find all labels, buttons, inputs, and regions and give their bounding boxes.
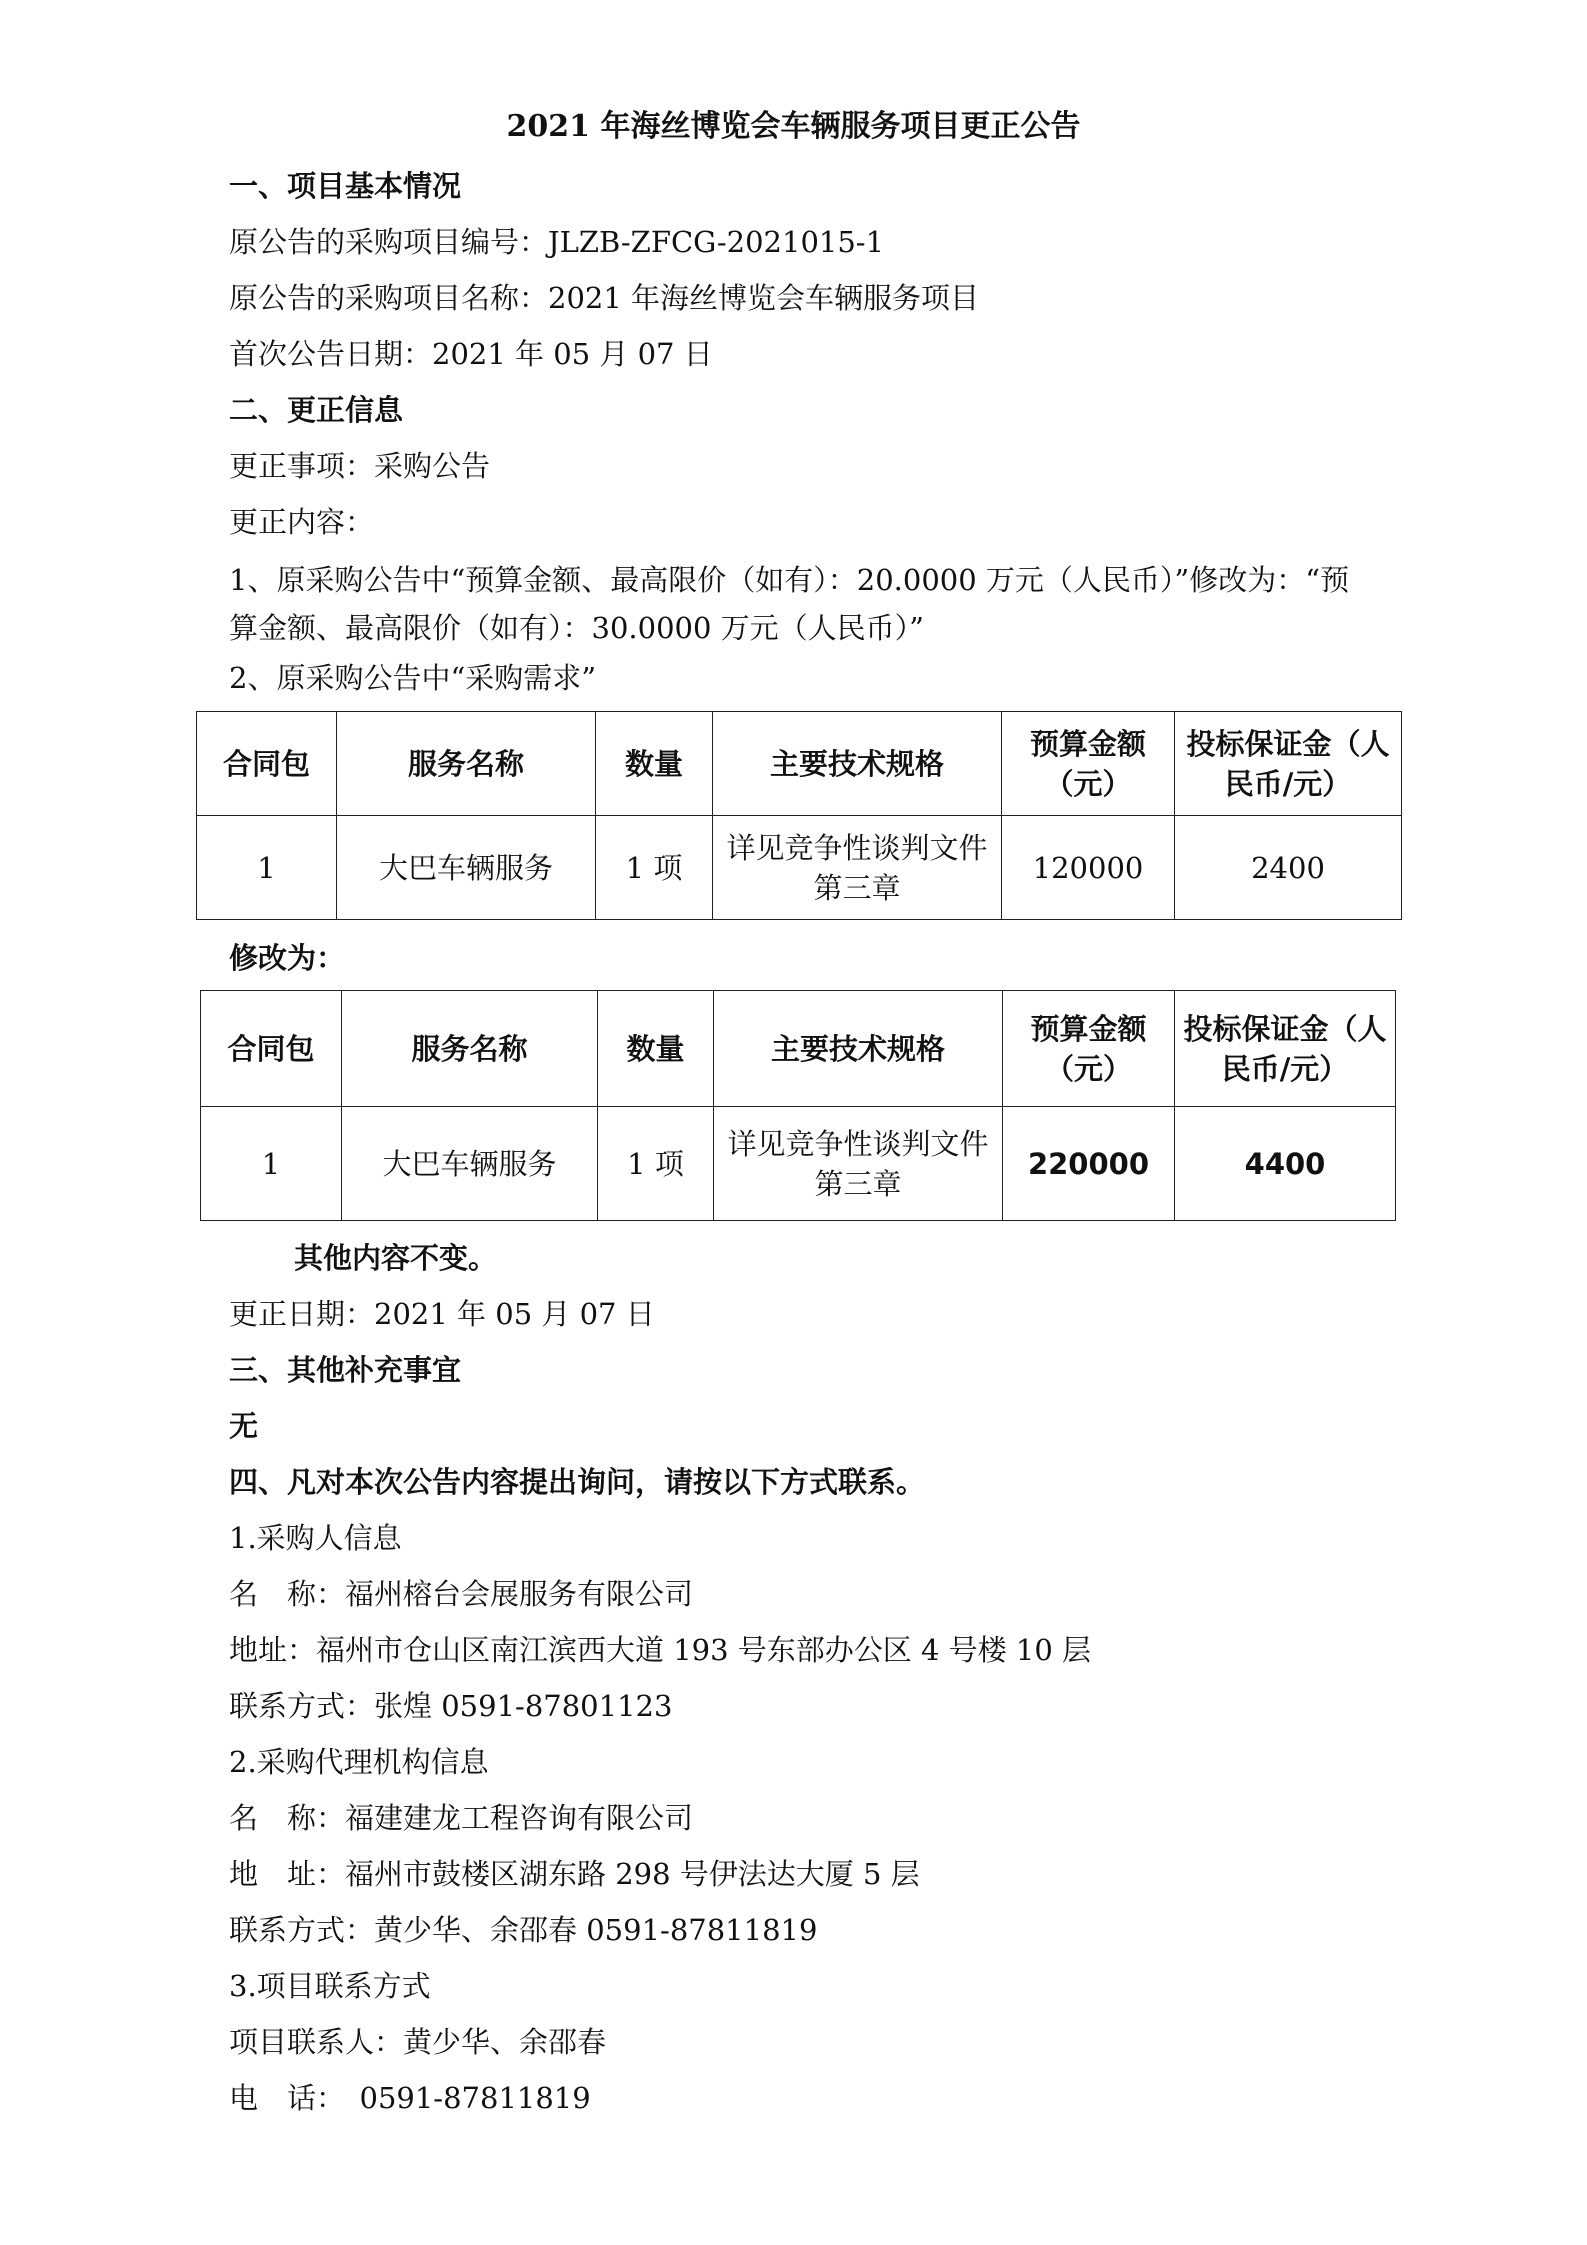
header-package: 合同包 — [197, 712, 337, 816]
header-service-name: 服务名称 — [337, 712, 596, 816]
header-deposit: 投标保证金（人民币/元） — [1175, 712, 1402, 816]
header-service-name: 服务名称 — [342, 991, 598, 1107]
cell-package: 1 — [197, 816, 337, 920]
table-header-row — [197, 712, 1402, 816]
section4-heading: 四、凡对本次公告内容提出询问，请按以下方式联系。 — [229, 1465, 926, 1499]
correction-item: 更正事项：采购公告 — [229, 449, 491, 483]
modified-requirements-table — [200, 990, 1396, 1221]
cell-service-name: 大巴车辆服务 — [337, 816, 596, 920]
agency-name: 名 称：福建建龙工程咨询有限公司 — [229, 1801, 694, 1835]
section2-heading: 二、更正信息 — [229, 393, 404, 427]
cell-deposit: 4400 — [1175, 1107, 1396, 1221]
buyer-contact: 联系方式：张煌 0591-87801123 — [229, 1689, 673, 1723]
cell-service-name: 大巴车辆服务 — [342, 1107, 598, 1221]
header-quantity: 数量 — [596, 712, 713, 816]
first-notice-date: 首次公告日期：2021 年 05 月 07 日 — [229, 337, 713, 371]
correction-date: 更正日期：2021 年 05 月 07 日 — [229, 1297, 655, 1331]
cell-budget: 220000 — [1003, 1107, 1175, 1221]
correction-change-1: 1、原采购公告中“预算金额、最高限价（如有）：20.0000 万元（人民币）”修改为：“预算金额、最高限价（如有）：30.0000 万元（人民币）” — [229, 563, 1350, 645]
original-requirements-table — [196, 711, 1402, 920]
header-deposit: 投标保证金（人民币/元） — [1175, 991, 1396, 1107]
cell-tech-spec: 详见竞争性谈判文件第三章 — [714, 1107, 1003, 1221]
modified-label: 修改为： — [229, 941, 346, 975]
original-project-name: 原公告的采购项目名称：2021 年海丝博览会车辆服务项目 — [229, 281, 980, 315]
header-quantity: 数量 — [598, 991, 714, 1107]
cell-budget: 120000 — [1002, 816, 1175, 920]
project-contact-title: 3.项目联系方式 — [229, 1969, 431, 2003]
agency-info-title: 2.采购代理机构信息 — [229, 1745, 489, 1779]
agency-address: 地 址：福州市鼓楼区湖东路 298 号伊法达大厦 5 层 — [229, 1857, 920, 1891]
project-phone: 电 话： 0591-87811819 — [229, 2081, 591, 2115]
original-project-number: 原公告的采购项目编号：JLZB-ZFCG-2021015-1 — [229, 225, 885, 259]
cell-quantity: 1 项 — [598, 1107, 714, 1221]
table-row — [197, 816, 1402, 920]
agency-contact: 联系方式：黄少华、余邵春 0591-87811819 — [229, 1913, 818, 1947]
header-budget: 预算金额（元） — [1002, 712, 1175, 816]
others-unchanged: 其他内容不变。 — [294, 1241, 498, 1275]
cell-package: 1 — [201, 1107, 342, 1221]
header-budget: 预算金额（元） — [1003, 991, 1175, 1107]
cell-quantity: 1 项 — [596, 816, 713, 920]
correction-change-2: 2、原采购公告中“采购需求” — [229, 661, 597, 695]
buyer-name: 名 称：福州榕台会展服务有限公司 — [229, 1577, 694, 1611]
project-contact-person: 项目联系人：黄少华、余邵春 — [229, 2025, 607, 2059]
header-tech-spec: 主要技术规格 — [713, 712, 1002, 816]
header-tech-spec: 主要技术规格 — [714, 991, 1003, 1107]
buyer-address: 地址：福州市仓山区南江滨西大道 193 号东部办公区 4 号楼 10 层 — [229, 1633, 1092, 1667]
section3-heading: 三、其他补充事宜 — [229, 1353, 462, 1387]
buyer-info-title: 1.采购人信息 — [229, 1521, 402, 1555]
cell-tech-spec: 详见竞争性谈判文件第三章 — [713, 816, 1002, 920]
cell-deposit: 2400 — [1175, 816, 1402, 920]
table-row — [201, 1107, 1396, 1221]
correction-content-label: 更正内容： — [229, 505, 375, 539]
section3-content: 无 — [229, 1409, 259, 1443]
header-package: 合同包 — [201, 991, 342, 1107]
document-title: 2021 年海丝博览会车辆服务项目更正公告 — [506, 109, 1081, 144]
table-header-row — [201, 991, 1396, 1107]
section1-heading: 一、项目基本情况 — [229, 169, 462, 203]
